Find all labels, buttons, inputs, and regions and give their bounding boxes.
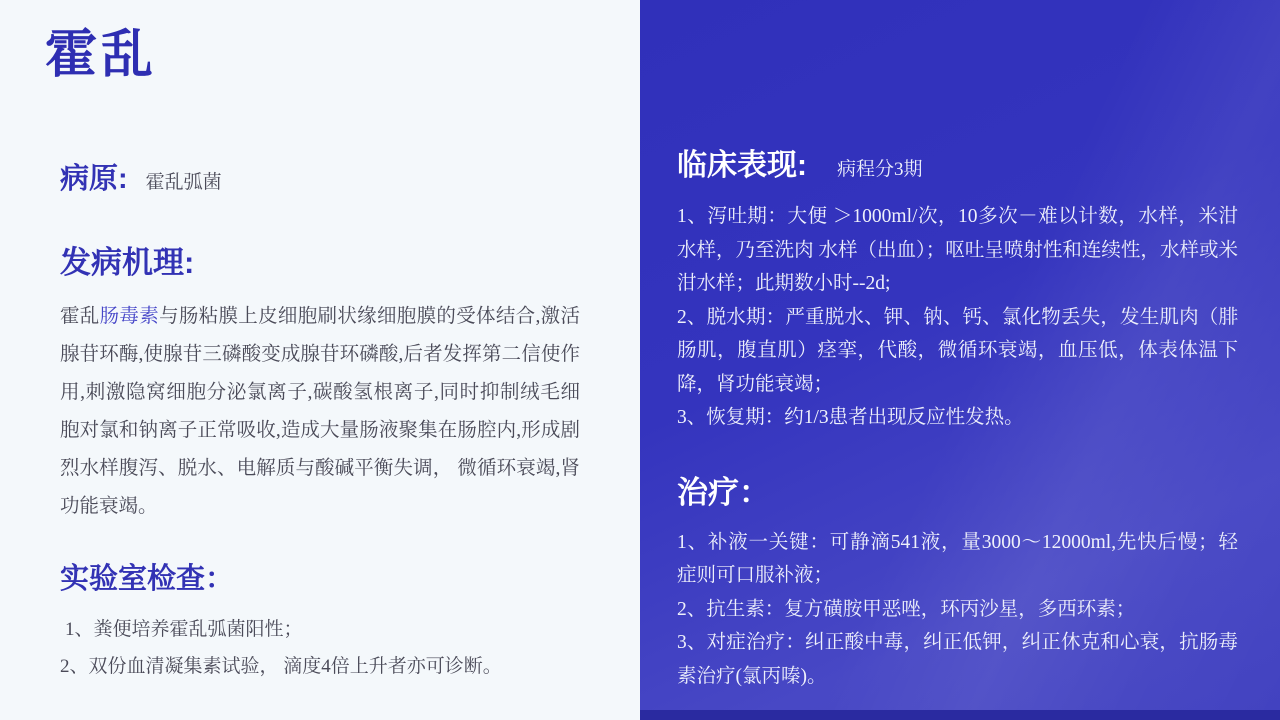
list-item: 2、双份血清凝集素试验， 滴度4倍上升者亦可诊断。 bbox=[60, 655, 502, 677]
lab-list bbox=[60, 611, 595, 685]
clinical-heading: 临床表现: bbox=[677, 149, 807, 182]
mechanism-heading: 发病机理: bbox=[60, 244, 195, 280]
treatment-heading: 治疗： bbox=[677, 474, 770, 510]
list-item: 3、恢复期：约1/3患者出现反应性发热。 bbox=[677, 407, 1024, 428]
page-title: 霍乱 bbox=[45, 27, 158, 84]
clinical-list bbox=[677, 200, 1238, 435]
list-item: 2、脱水期：严重脱水、钾、钠、钙、氯化物丢失，发生肌肉（腓肠肌，腹直肌）痉挛，代酸，微循环衰竭，血压低，体表体温下降，肾功能衰竭； bbox=[677, 306, 1238, 395]
treatment-list bbox=[677, 526, 1238, 694]
pathogen-section bbox=[60, 156, 595, 197]
clinical-section bbox=[677, 140, 1238, 184]
list-item: 2、抗生素：复方磺胺甲恶唑，环丙沙星，多西环素； bbox=[677, 598, 1136, 620]
list-item: 1、补液一关键：可静滴541液，量3000～12000ml,先快后慢；轻症则可口服补液； bbox=[677, 531, 1238, 586]
mechanism-highlight: 肠毒素 bbox=[99, 305, 160, 327]
list-item: 1、泻吐期：大便 ＞1000ml/次，10多次－难以计数，水样，米泔水样，乃至洗肉 水样（出血）；呕吐呈喷射性和连续性，水样或米泔水样；此期数小时--2d; bbox=[677, 206, 1238, 294]
mechanism-prefix: 霍乱 bbox=[60, 305, 100, 327]
lab-heading: 实验室检查： bbox=[60, 562, 235, 595]
mechanism-paragraph bbox=[60, 298, 580, 526]
mechanism-body: 与肠粘膜上皮细胞刷状缘细胞膜的受体结合,激活腺苷环酶,使腺苷三磷酸变成腺苷环磷酸,后者发挥第二信使作用,刺激隐窝细胞分泌氯离子,碳酸氢根离子,同时抑制绒毛细胞对氯和钠离子正常吸收,造成大量肠液聚集在肠腔内,形成剧烈水样腹泻、脱水、电解质与酸碱平衡失调， 微循环衰竭,肾功能衰竭。 bbox=[60, 305, 580, 517]
clinical-subtitle: 病程分3期 bbox=[837, 159, 923, 180]
list-item: 1、粪便培养霍乱弧菌阳性； bbox=[65, 618, 303, 640]
right-panel bbox=[640, 0, 1280, 720]
pathogen-value: 霍乱弧菌 bbox=[145, 171, 222, 193]
list-item: 3、对症治疗：纠正酸中毒，纠正低钾，纠正休克和心衰，抗肠毒素治疗(氯丙嗪)。 bbox=[677, 632, 1238, 687]
pathogen-label: 病原: bbox=[60, 162, 128, 195]
